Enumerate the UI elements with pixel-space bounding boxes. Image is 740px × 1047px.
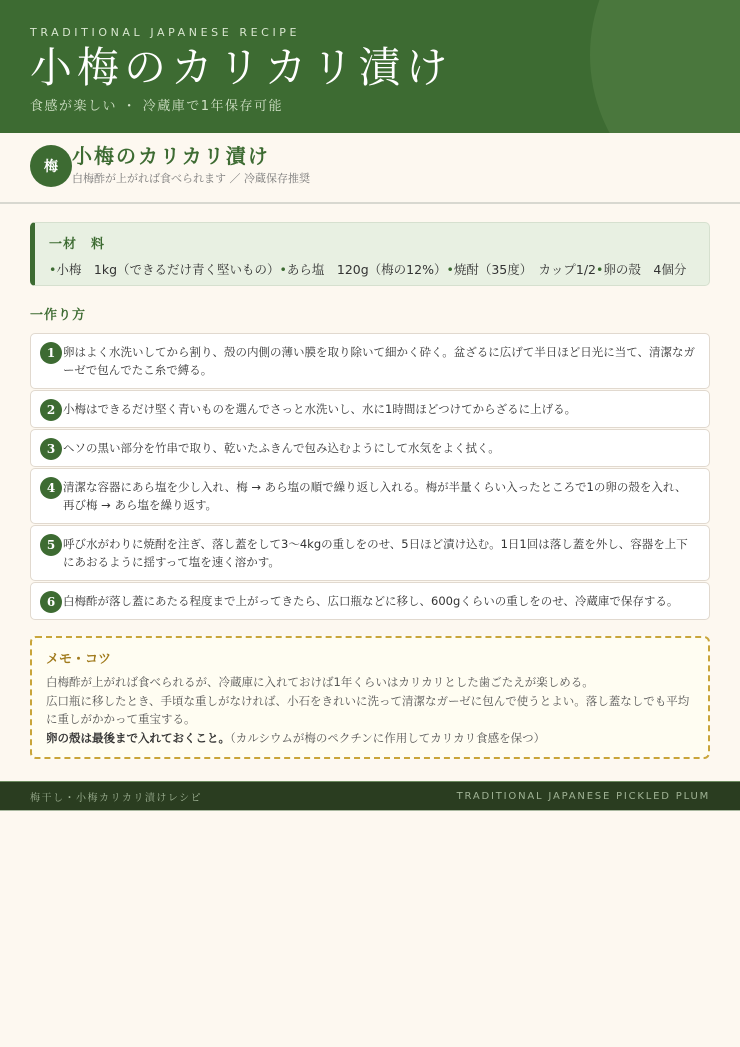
- bullet-icon: •: [596, 262, 604, 277]
- step-item: [30, 390, 710, 428]
- step-number-badge: 4: [40, 477, 62, 499]
- step-text: 白梅酢が落し蓋にあたる程度まで上がってきたら、広口瓶などに移し、600gくらいの重しをのせ、冷蔵庫で保存する。: [63, 594, 679, 608]
- recipe-subtitle: 白梅酢が上がれば食べられます ／ 冷蔵保存推奨: [72, 172, 310, 185]
- step-number-badge: 3: [40, 438, 62, 460]
- ingredients-heading: 一材 料: [49, 237, 106, 252]
- footer-right-text: TRADITIONAL JAPANESE PICKLED PLUM: [456, 790, 710, 802]
- step-item: [30, 468, 710, 524]
- hero-title: 小梅のカリカリ漬け: [30, 43, 453, 92]
- step-number-badge: 5: [40, 534, 62, 556]
- step-number-badge: 2: [40, 399, 62, 421]
- footer-left-text: 梅干し・小梅カリカリ漬けレシピ: [30, 792, 203, 804]
- step-number-badge: 6: [40, 591, 62, 613]
- memo-emphasis: 卵の殻は最後まで入れておくこと。: [46, 730, 230, 745]
- memo-line: [46, 729, 694, 748]
- step-text: 卵はよく水洗いしてから割り、殻の内側の薄い膜を取り除いて細かく砕く。盆ざるに広げて半日ほど日光に当て、清潔なガーゼで包んでたこ糸で縛る。: [63, 345, 696, 377]
- bullet-icon: •: [446, 262, 454, 277]
- hero-subtitle: 食感が楽しい ・ 冷蔵庫で1年保存可能: [30, 99, 284, 114]
- hero-kicker: TRADITIONAL JAPANESE RECIPE: [30, 26, 301, 39]
- main-content: [0, 204, 740, 759]
- memo-line: 広口瓶に移したとき、手頃な重しがなければ、小石をきれいに洗って清潔なガーゼに包んで使うとよい。落し蓋なしでも平均に重しがかかって重宝する。: [46, 693, 690, 726]
- memo-note: （カルシウムが梅のペクチンに作用してカリカリ食感を保つ）: [230, 730, 546, 745]
- step-item: [30, 582, 710, 620]
- recipe-title: 小梅のカリカリ漬け: [72, 144, 270, 168]
- step-text: ヘソの黒い部分を竹串で取り、乾いたふきんで包み込むようにして水気をよく拭く。: [63, 441, 500, 455]
- plum-badge-icon: 梅: [30, 145, 72, 187]
- ingredient-item: 卵の殻 4個分: [603, 262, 687, 277]
- step-item: [30, 429, 710, 467]
- recipe-title-block: [72, 143, 310, 186]
- step-item: [30, 525, 710, 581]
- page-footer: [0, 781, 740, 811]
- step-text: 清潔な容器にあら塩を少し入れ、梅 → あら塩の順で繰り返し入れる。梅が半量くらい入ったところで1の卵の殻を入れ、再び梅 → あら塩を繰り返す。: [63, 480, 687, 512]
- ingredients-box: [30, 222, 710, 286]
- ingredient-item: 小梅 1kg（できるだけ青く堅いもの）: [56, 262, 280, 277]
- recipe-titlebar: [0, 133, 740, 204]
- ingredients-list: [49, 260, 693, 278]
- bullet-icon: •: [49, 262, 57, 277]
- step-item: [30, 333, 710, 389]
- step-number-badge: 1: [40, 342, 62, 364]
- step-text: 呼び水がわりに焼酎を注ぎ、落し蓋をして3〜4kgの重しをのせ、5日ほど漬け込む。1日1回は落し蓋を外し、容器を上下にあおるように揺すって塩を速く溶かす。: [63, 537, 688, 569]
- method-heading: 一作り方: [30, 308, 87, 323]
- memo-heading: メモ・コツ: [46, 652, 112, 667]
- memo-box: [30, 636, 710, 759]
- hero-banner: [0, 0, 740, 133]
- ingredient-item: あら塩 120g（梅の12%）: [286, 262, 447, 277]
- ingredient-item: 焼酎（35度） カップ1/2: [453, 262, 596, 277]
- memo-line: 白梅酢が上がれば食べられるが、冷蔵庫に入れておけば1年くらいはカリカリとした歯ごたえが楽しめる。: [46, 675, 594, 689]
- bullet-icon: •: [279, 262, 287, 277]
- step-text: 小梅はできるだけ堅く青いものを選んでさっと水洗いし、水に1時間ほどつけてからざるに上げる。: [63, 402, 577, 416]
